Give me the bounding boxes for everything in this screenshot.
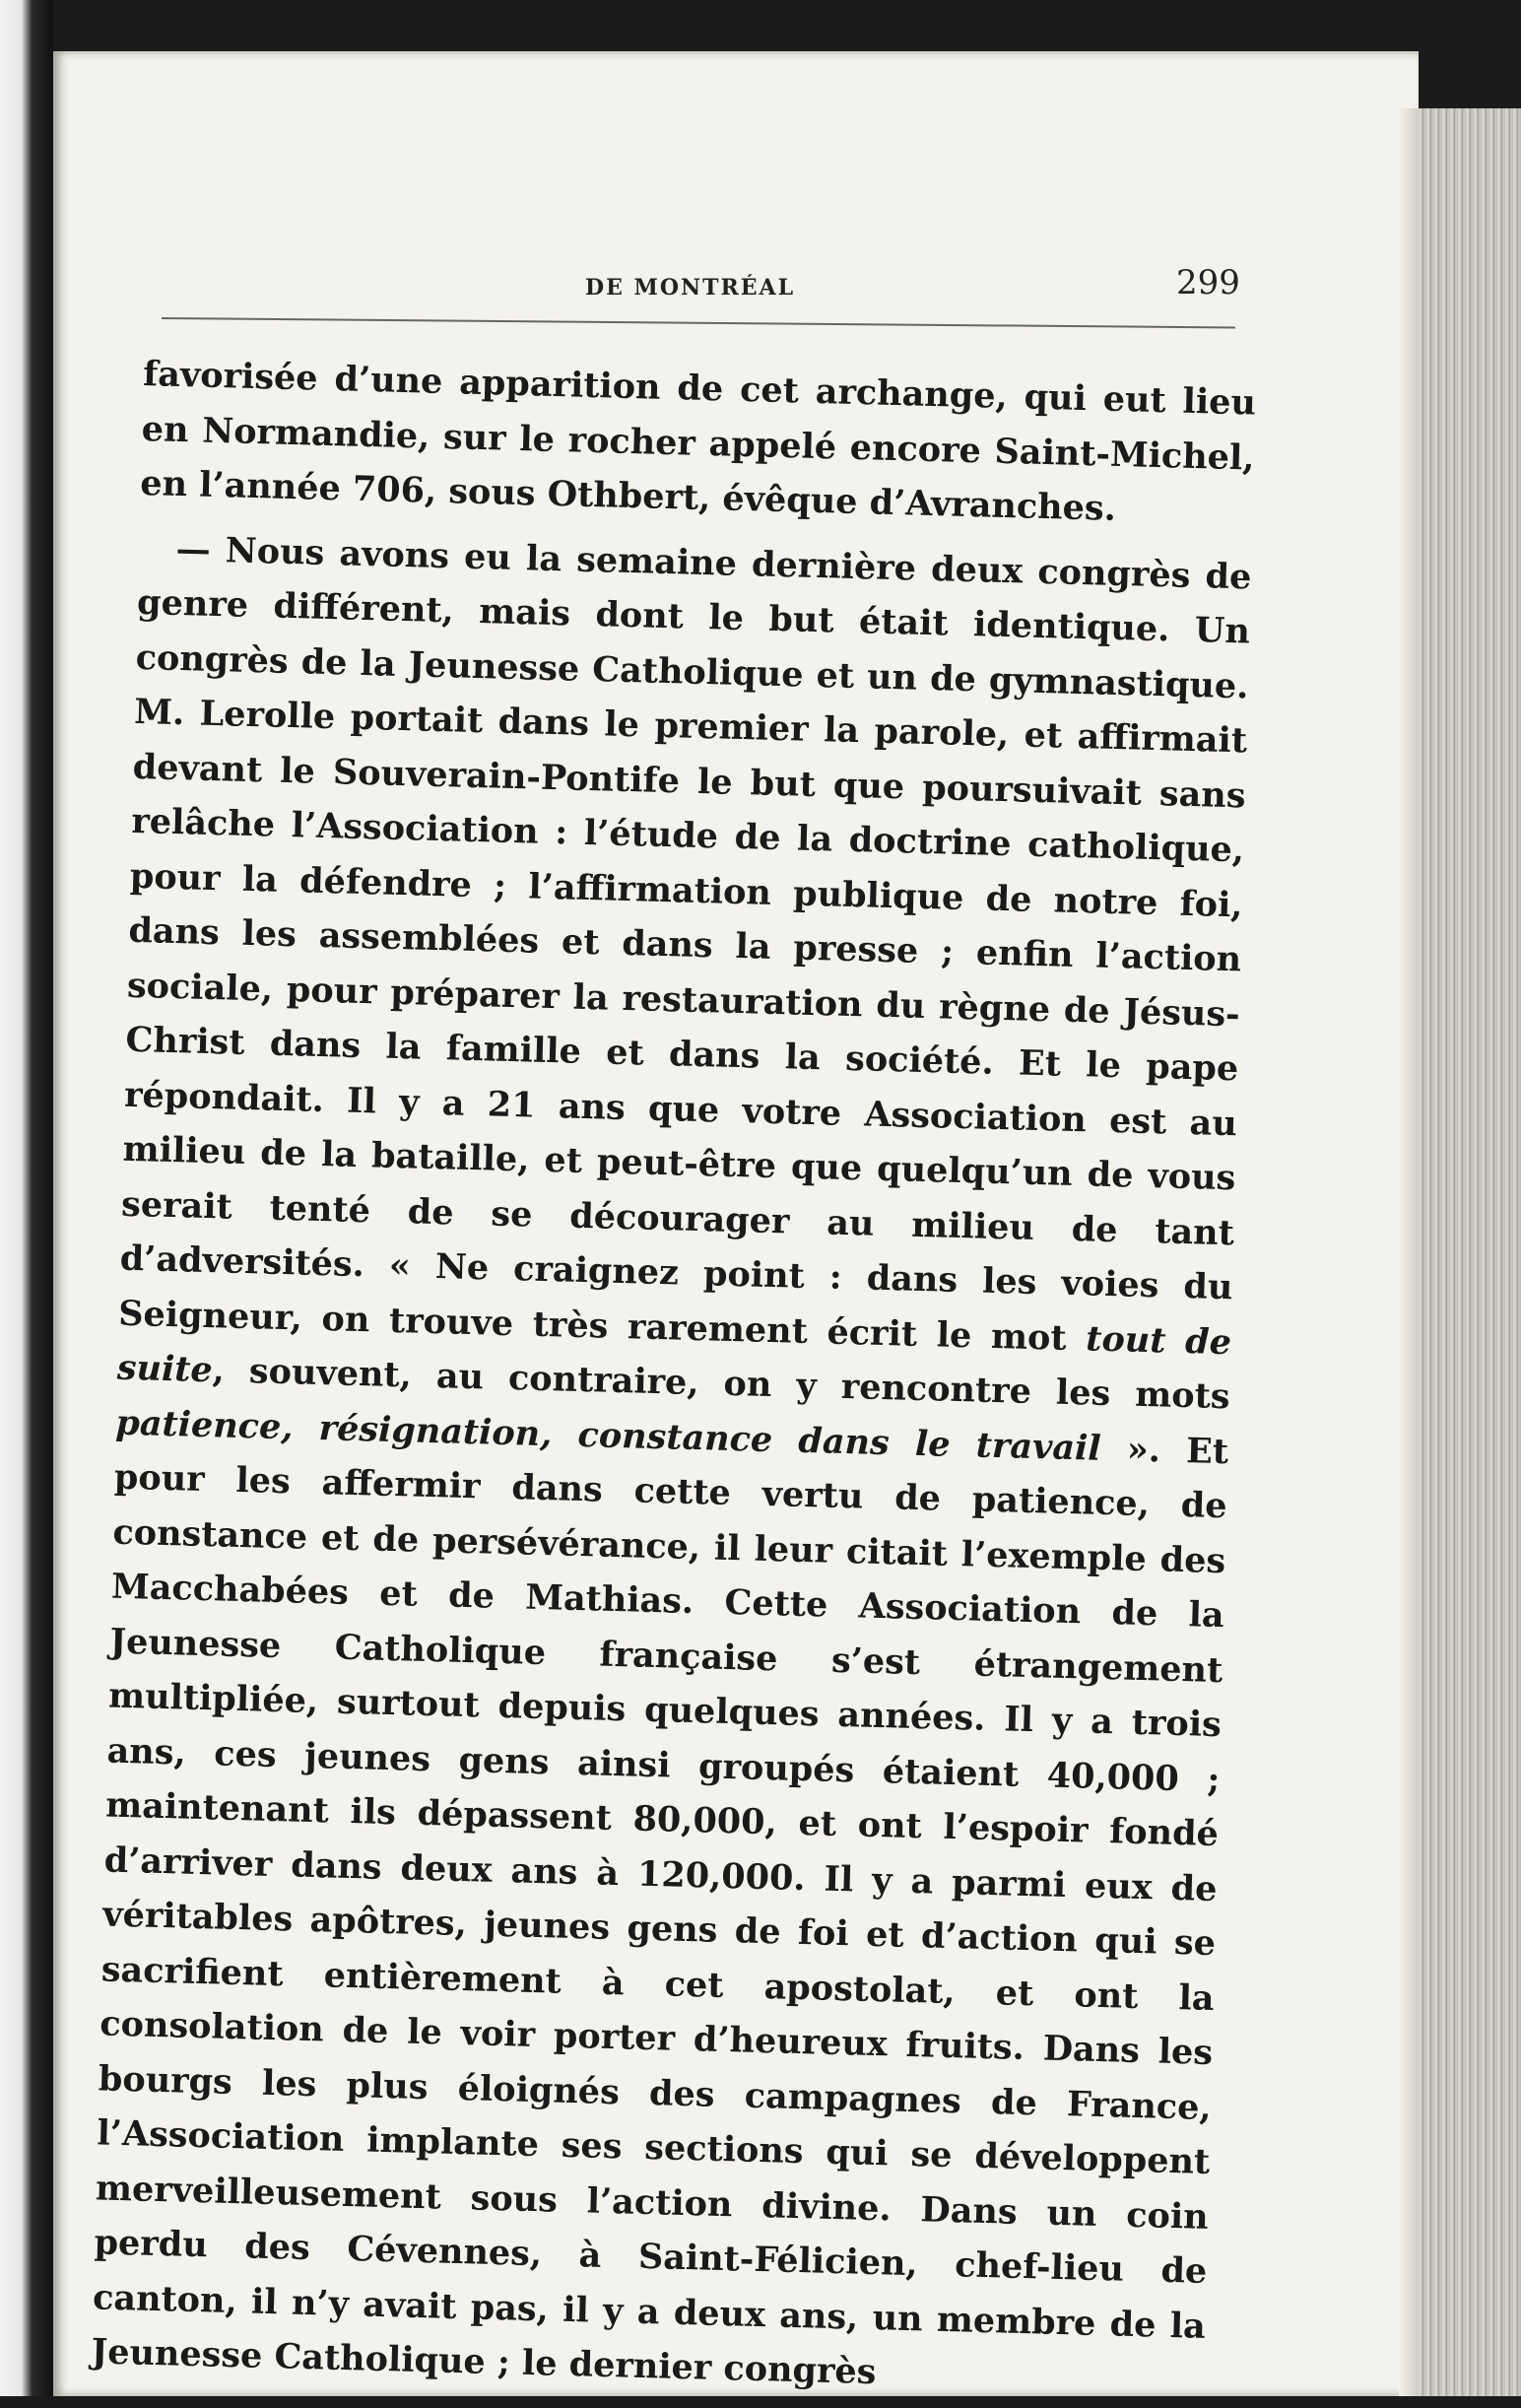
paragraph-2 xyxy=(91,520,1252,2408)
body-text xyxy=(91,347,1257,2408)
paragraph-1-text: favorisée d’une apparition de cet archange, qui eut lieu en Normandie, sur le rocher appelé encore Saint-Michel, en l’année 706, sous Othbert, évêque d’Avranches. xyxy=(139,353,1257,529)
scan-left-margin xyxy=(0,0,53,2396)
book-page xyxy=(53,51,1419,2396)
paragraph-2-italic-a: tout de suite xyxy=(116,1317,1232,1391)
paragraph-1 xyxy=(140,347,1257,540)
paragraph-2-text-b: , souvent, au contraire, on y rencontre les mots xyxy=(212,1350,1231,1418)
book-page-edges xyxy=(1419,108,1521,2396)
running-head: DE MONTRÉAL xyxy=(585,275,796,301)
page-number: 299 xyxy=(1176,263,1240,302)
page-header xyxy=(53,263,1419,322)
paragraph-2-text-c: ». Et pour les affermir dans cette vertu de patience, de constance et de persévérance, il leur citait l’exemple des Macchabées et de Mathias. Cette Association de la Jeunesse Catholique française s’est étrangement multipliée, surtout depuis quelques années. Il y a trois ans, ces jeunes gens ainsi groupés étaient 40,000 ; maintenant ils dépassent 80,000, et ont l’espoir fondé d’arriver dans deux ans à 120,000. Il y a parmi eux de véritables apôtres, jeunes gens de foi et d’action qui se sacrifient entièrement à cet apostolat, et ont la consolation de le voir porter d’heureux fruits. Dans les bourgs les plus éloignés des campagnes de France, l’Association implante ses sections qui se développent merveilleusement sous l’action divine. Dans un coin perdu des Cévennes, à Saint-Félicien, chef-lieu de canton, il n’y avait pas, il y a deux ans, un membre de la Jeunesse Catholique ; le dernier congrès xyxy=(91,1428,1229,2393)
paragraph-2-italic-b: patience, résignation, constance dans le travail xyxy=(114,1402,1102,1469)
paragraph-2-text-a: — Nous avons eu la semaine dernière deux congrès de genre différent, mais dont le but était identique. Un congrès de la Jeunesse Catholique et un de gymnastique. M. Lerolle portait dans le premier la parole, et affirmait devant le Souverain-Pontife le but que poursuivait sans relâche l’Association : l’étude de la doctrine catholique, pour la défendre ; l’affirmation publique de notre foi, dans les assemblées et dans la presse ; enfin l’action sociale, pour préparer la restauration du règne de Jésus-Christ dans la famille et dans la société. Et le pape répondait. Il y a 21 ans que votre Association est au milieu de la bataille, et peut-être que quelqu’un de vous serait tenté de se décourager au milieu de tant d’adversités. « Ne craignez point : dans les voies du Seigneur, on trouve très rarement écrit le mot xyxy=(117,528,1252,1359)
